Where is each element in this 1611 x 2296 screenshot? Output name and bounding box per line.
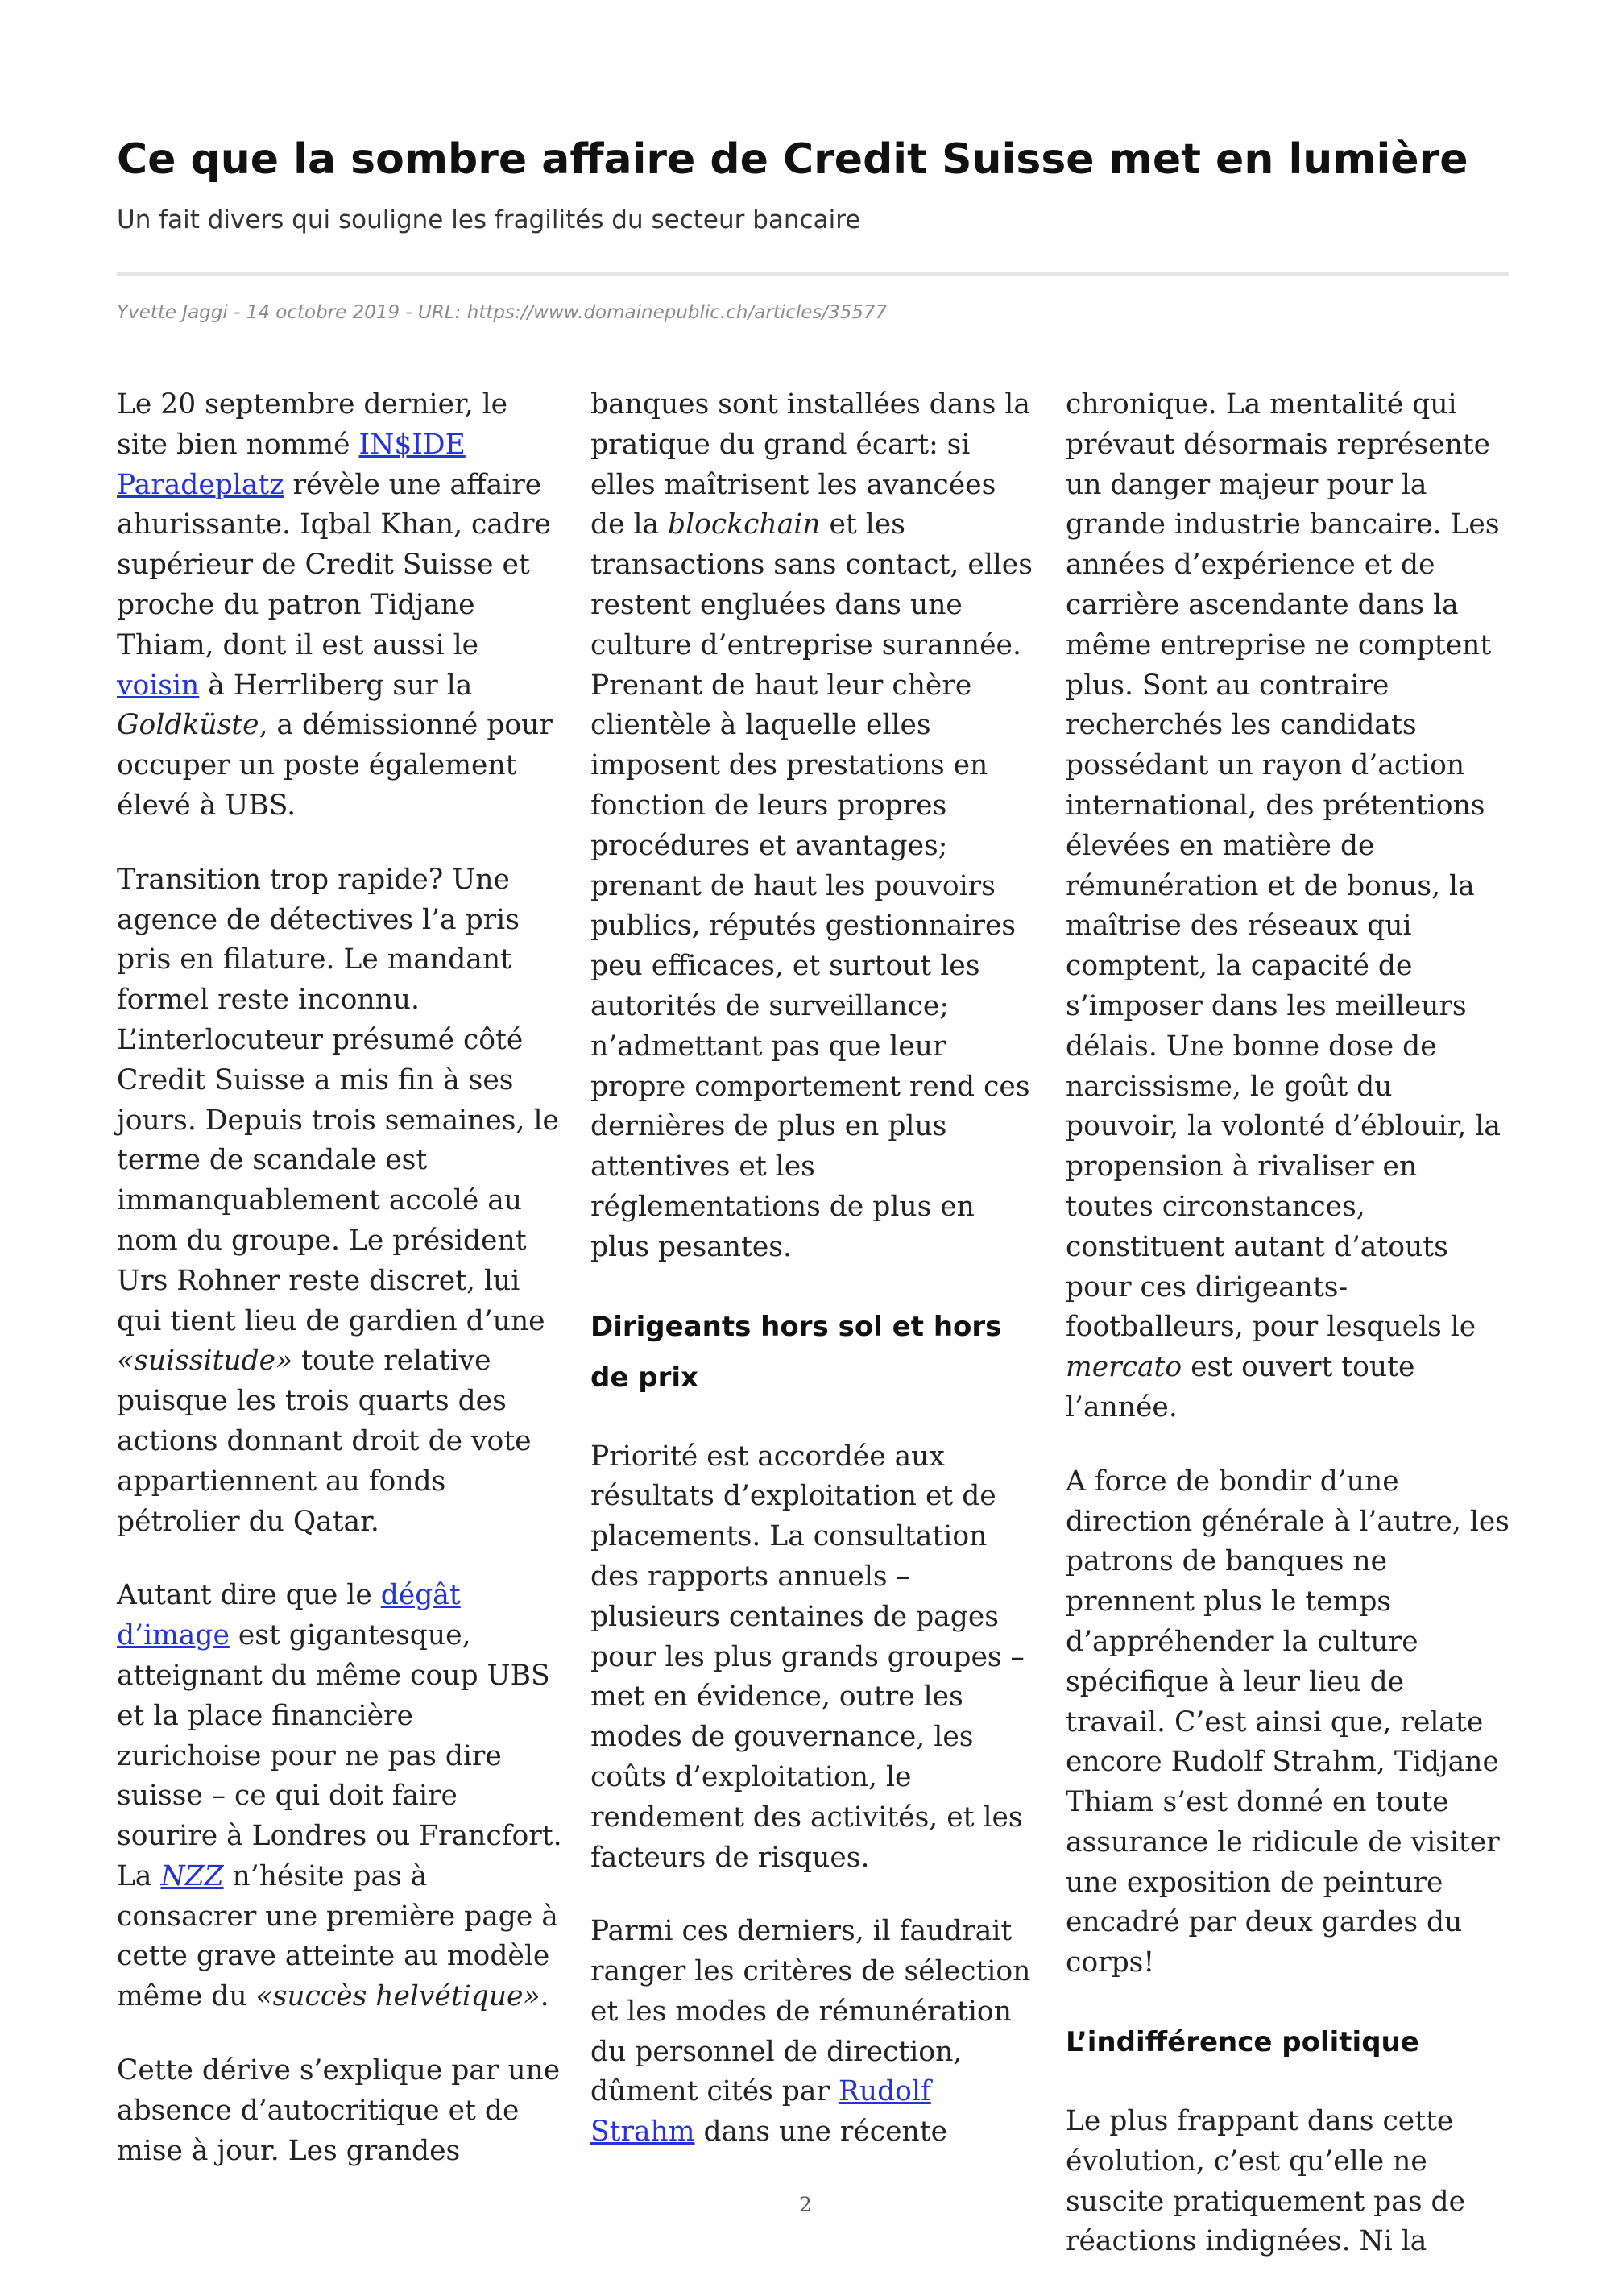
text-run: banques sont installées dans la pratique du grand écart: si elles maîtrisent les avancées de la xyxy=(590,388,1030,541)
text-run: toute relative puisque les trois quarts des actions donnant droit de vote appartiennent au fonds pétrolier du Qatar. xyxy=(117,1345,532,1538)
link-voisin[interactable]: voisin xyxy=(117,669,200,702)
paragraph xyxy=(590,1912,1037,2153)
text-run: n’hésite pas à consacrer une première page à cette grave atteinte au modèle même du xyxy=(117,1859,558,2013)
article-subtitle: Un fait divers qui souligne les fragilités du secteur bancaire xyxy=(117,205,861,234)
paragraph xyxy=(1066,2102,1513,2262)
text-run: et les transactions sans contact, elles restent engluées dans une culture d’entreprise surannée. Prenant de haut leur chère clientèle à laquelle elles imposent des prestations en fonction de leurs propres procédures et avantages; prenant de haut les pouvoirs publics, réputés gestionnaires peu efficaces, et surtout les autorités de surveillance; n’admettant pas que leur propre comportement rend ces dernières de plus en plus attentives et les réglementations de plus en plus pesantes. xyxy=(590,508,1033,1263)
italic-text: «suissitude» xyxy=(117,1345,293,1378)
link-rudolf-strahm[interactable]: Rudolf Strahm xyxy=(590,2075,931,2149)
text-run: A force de bondir d’une direction générale à l’autre, les patrons de banques ne prennent plus le temps d’appréhender la culture spécifique à leur lieu de travail. C’est ainsi que, relate encore Rudolf Strahm, Tidjane Thiam s’est donné en toute assurance le ridicule de visiter une exposition de peinture encadré par deux gardes du corps! xyxy=(1066,1465,1510,1979)
text-run: Le plus frappant dans cette évolution, c’est qu’elle ne suscite pratiquement pas de réactions indignées. Ni la xyxy=(1066,2105,1466,2258)
text-run: chronique. La mentalité qui prévaut désormais représente un danger majeur pour la grande industrie bancaire. Les années d’expérience et de carrière ascendante dans la même entreprise ne comptent plus. Sont au contraire recherchés les candidats possédant un rayon d’action international, des prétentions élevées en matière de rémunération et de bonus, la maîtrise des réseaux qui comptent, la capacité de s’imposer dans les meilleurs délais. Une bonne dose de narcissisme, le goût du pouvoir, la volonté d’éblouir, la propension à rivaliser en toutes circonstances, constituent autant d’atouts pour ces dirigeants-footballeurs, pour lesquels le xyxy=(1066,388,1501,1344)
section-heading: L’indifférence politique xyxy=(1066,2026,1419,2059)
text-run: , a démissionné pour occuper un poste également élevé à UBS. xyxy=(117,709,553,822)
paragraph xyxy=(117,2051,564,2171)
paragraph xyxy=(117,860,564,1543)
text-run: . xyxy=(540,1980,549,2013)
text-run: est gigantesque, atteignant du même coup UBS et la place financière zurichoise pour ne pas dire suisse – ce qui doit faire sourire à Londres ou Francfort. La xyxy=(117,1619,562,1892)
italic-text: «succès helvétique» xyxy=(255,1980,540,2013)
text-run: Le 20 septembre dernier, le site bien nommé xyxy=(117,388,508,461)
italic-text: blockchain xyxy=(668,508,821,541)
italic-text: Goldküste xyxy=(117,709,259,742)
link-inside-paradeplatz[interactable]: IN$IDE Paradeplatz xyxy=(117,428,466,501)
article-title: Ce que la sombre affaire de Credit Suisse met en lumière xyxy=(117,135,1468,184)
paragraph xyxy=(1066,385,1513,1428)
text-run: à Herrliberg sur la xyxy=(199,669,473,702)
text-run: Cette dérive s’explique par une absence d’autocritique et de mise à jour. Les grandes xyxy=(117,2054,561,2167)
header-divider xyxy=(117,272,1509,276)
text-run: Parmi ces derniers, il faudrait ranger les critères de sélection et les modes de rémunération du personnel de direction, dûment cités par xyxy=(590,1915,1031,2108)
paragraph xyxy=(117,1576,564,2017)
text-column-1 xyxy=(117,385,564,2205)
text-run: Autant dire que le xyxy=(117,1579,381,1612)
paragraph xyxy=(117,385,564,827)
text-run: est ouvert toute l’année. xyxy=(1066,1351,1415,1424)
link-nzz[interactable]: NZZ xyxy=(160,1859,224,1892)
link-degat-image[interactable]: dégât d’image xyxy=(117,1579,461,1652)
text-column-3 xyxy=(1066,385,1513,2296)
text-run: dans une récente xyxy=(694,2116,947,2149)
section-heading: Dirigeants hors sol et hors de prix xyxy=(590,1310,1002,1394)
text-run: Transition trop rapide? Une agence de détectives l’a pris pris en filature. Le mandant formel reste inconnu. L’interlocuteur présumé côté Credit Suisse a mis fin à ses jours. Depuis trois semaines, le terme de scandale est immanquablement accolé au nom du groupe. Le président Urs Rohner reste discret, lui qui tient lieu de gardien d’une xyxy=(117,863,559,1337)
paragraph xyxy=(1066,1462,1513,1983)
text-run: révèle une affaire ahurissante. Iqbal Khan, cadre supérieur de Credit Suisse et proche du patron Tidjane Thiam, dont il est aussi le xyxy=(117,468,551,661)
text-run: Priorité est accordée aux résultats d’exploitation et de placements. La consultation des rapports annuels – plusieurs centaines de pages pour les plus grands groupes – met en évidence, outre les modes de gouvernance, les coûts d’exploitation, le rendement des activités, et les facteurs de risques. xyxy=(590,1440,1025,1874)
paragraph xyxy=(590,385,1037,1268)
text-column-2 xyxy=(590,385,1037,2186)
article-meta: Yvette Jaggi - 14 octobre 2019 - URL: https://www.domainepublic.ch/articles/35577 xyxy=(117,302,888,323)
paragraph xyxy=(590,1437,1037,1879)
italic-text: mercato xyxy=(1066,1351,1182,1384)
page-number: 2 xyxy=(799,2193,812,2216)
